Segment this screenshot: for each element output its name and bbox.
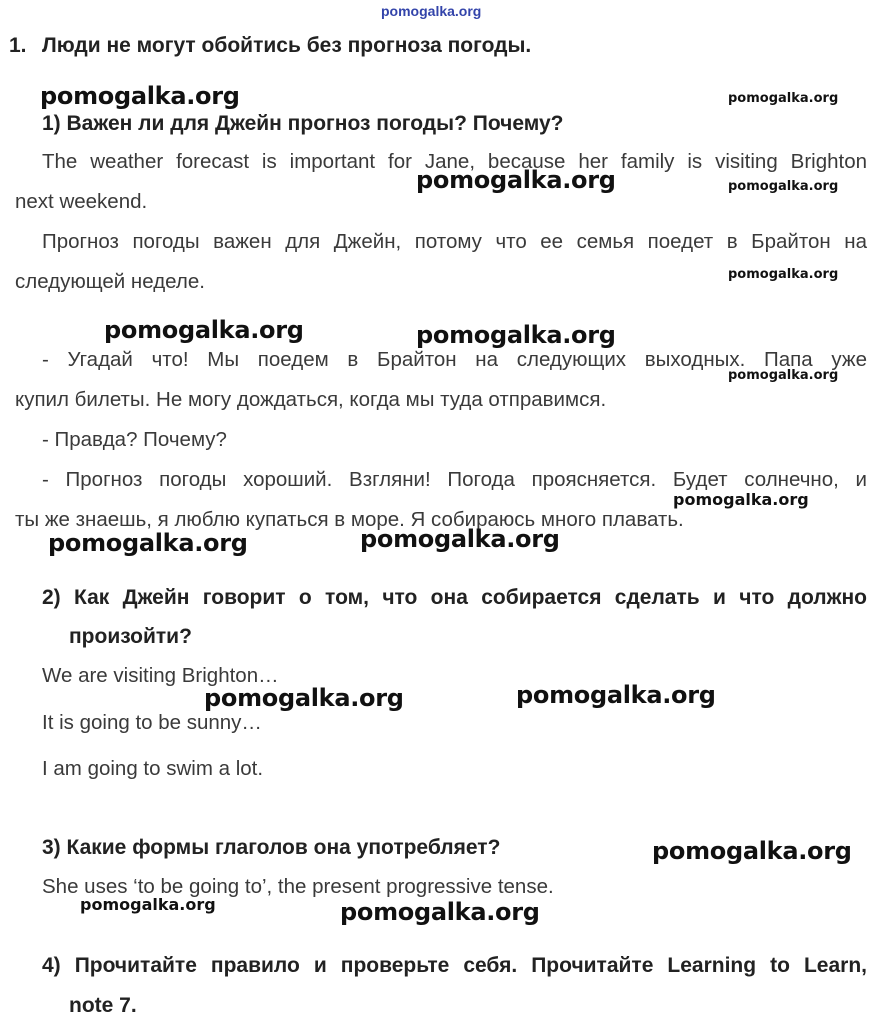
question-4-line1: 4) Прочитайте правило и проверьте себя. Прочитайте Learning to Learn, xyxy=(42,954,867,977)
question-2-line2: произойти? xyxy=(69,625,192,648)
watermark: pomogalka.org xyxy=(728,267,839,282)
watermark-top: pomogalka.org xyxy=(381,3,482,19)
question-3: 3) Какие формы глаголов она употребляет? xyxy=(42,836,501,859)
watermark: pomogalka.org xyxy=(416,321,616,349)
question-2-line1: 2) Как Джейн говорит о том, что она собирается сделать и что должно xyxy=(42,586,867,609)
answer-2-1: We are visiting Brighton… xyxy=(42,664,279,687)
watermark: pomogalka.org xyxy=(40,82,240,110)
dialogue-line-3a: - Прогноз погоды хороший. Взгляни! Погода проясняется. Будет солнечно, и xyxy=(42,468,867,491)
watermark: pomogalka.org xyxy=(360,525,560,553)
answer-3: She uses ‘to be going to’, the present progressive tense. xyxy=(42,875,554,898)
dialogue-line-2: - Правда? Почему? xyxy=(42,428,227,451)
watermark: pomogalka.org xyxy=(416,166,616,194)
answer-2-3: I am going to swim a lot. xyxy=(42,757,264,780)
watermark: pomogalka.org xyxy=(652,837,852,865)
dialogue-line-1a: - Угадай что! Мы поедем в Брайтон на следующих выходных. Папа уже xyxy=(42,348,867,371)
watermark: pomogalka.org xyxy=(728,91,839,106)
answer-1-ru-line2: следующей неделе. xyxy=(15,270,205,293)
watermark: pomogalka.org xyxy=(728,368,839,383)
watermark: pomogalka.org xyxy=(673,490,809,509)
dialogue-line-3b: ты же знаешь, я люблю купаться в море. Я собираюсь много плавать. xyxy=(15,508,684,531)
watermark: pomogalka.org xyxy=(104,316,304,344)
answer-1-ru-line1: Прогноз погоды важен для Джейн, потому что ее семья поедет в Брайтон на xyxy=(42,230,867,253)
answer-2-2: It is going to be sunny… xyxy=(42,711,262,734)
question-4-line2: note 7. xyxy=(69,994,137,1017)
answer-1-en-line1: The weather forecast is important for Jane, because her family is visiting Brighton xyxy=(42,150,867,173)
question-1: 1) Важен ли для Джейн прогноз погоды? Почему? xyxy=(42,112,564,135)
task-number: 1. xyxy=(9,34,27,57)
task-title: Люди не могут обойтись без прогноза погоды. xyxy=(42,34,532,57)
watermark: pomogalka.org xyxy=(340,898,540,926)
watermark: pomogalka.org xyxy=(80,895,216,914)
watermark: pomogalka.org xyxy=(204,684,404,712)
answer-1-en-line2: next weekend. xyxy=(15,190,148,213)
dialogue-line-1b: купил билеты. Не могу дождаться, когда мы туда отправимся. xyxy=(15,388,607,411)
watermark: pomogalka.org xyxy=(516,681,716,709)
watermark: pomogalka.org xyxy=(48,529,248,557)
watermark: pomogalka.org xyxy=(728,179,839,194)
